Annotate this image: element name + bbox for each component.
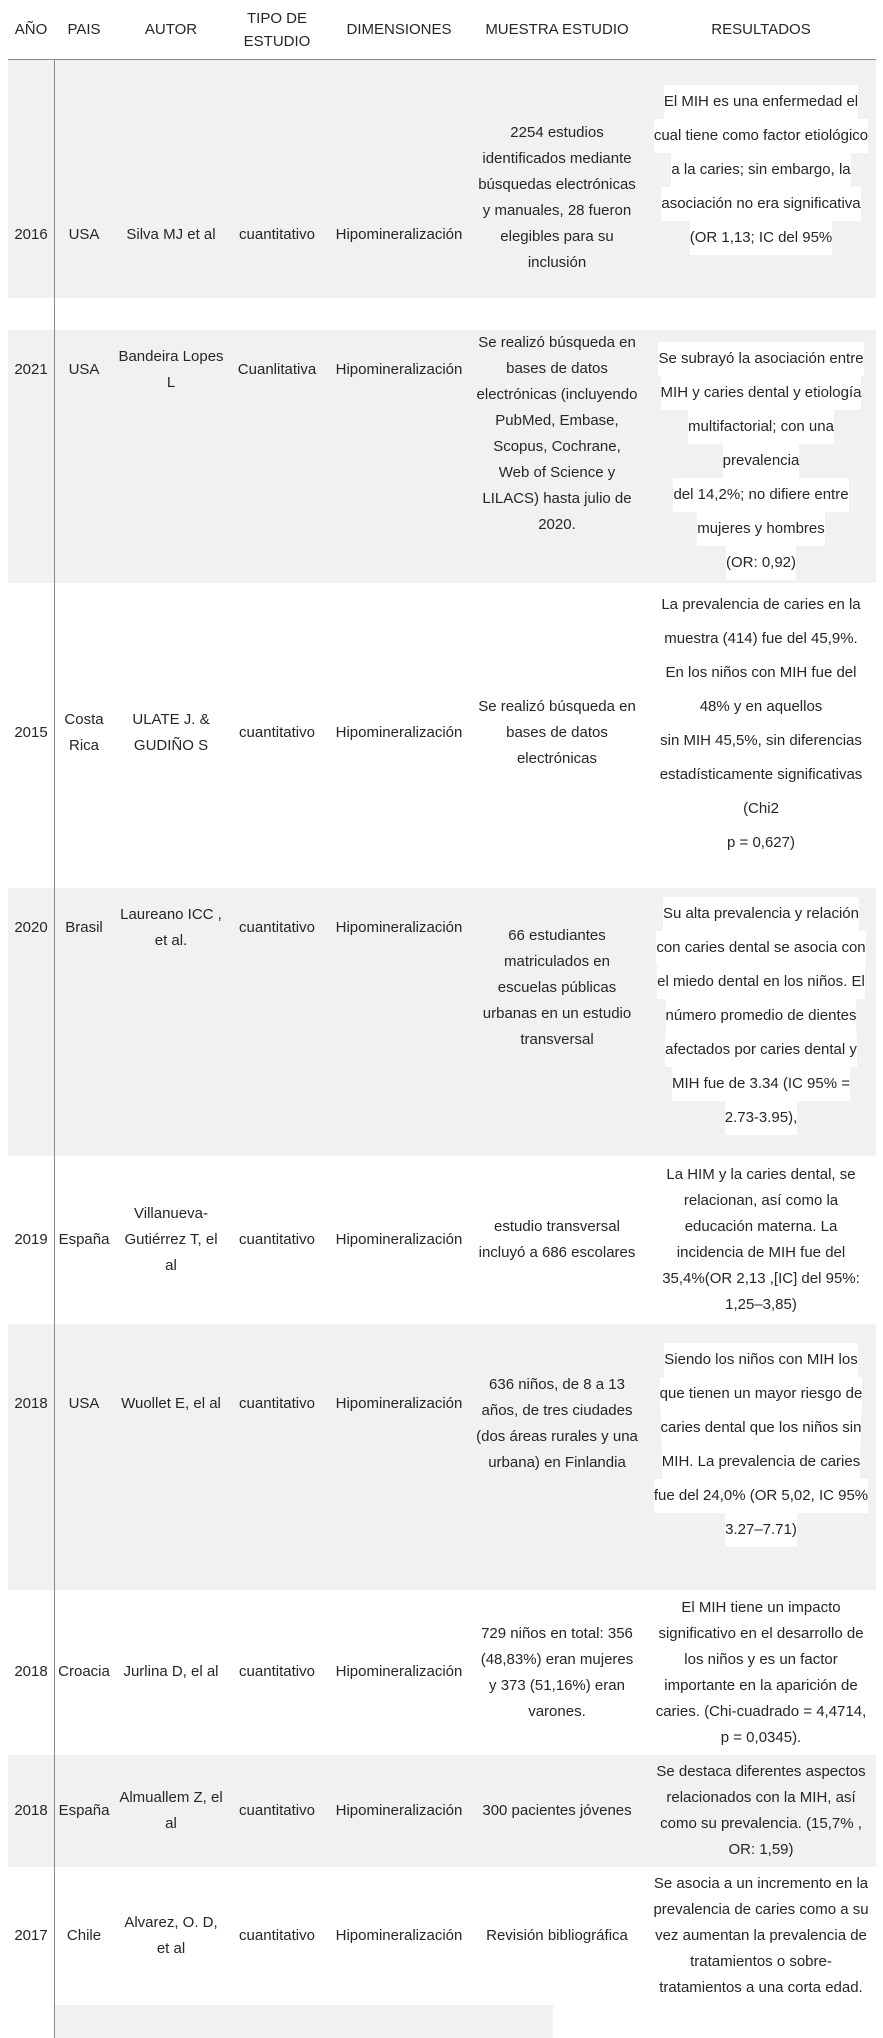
resultados-line: tratamientos o sobre- xyxy=(690,1953,832,1970)
cell-tipo: cuantitativo xyxy=(239,1231,315,1248)
cell-muestra: 2254 estudios identificados mediante búsquedas electrónicas y manuales, 28 fueron elegibles para su inclusión xyxy=(478,124,636,271)
column-divider xyxy=(54,60,55,2038)
resultados-line: mujeres y hombres xyxy=(697,512,825,546)
resultados-line: MIH fue de 3.34 (IC 95% = xyxy=(672,1067,850,1101)
cell-dimensiones: Hipomineralización xyxy=(335,724,463,741)
resultados-line: caries. (Chi-cuadrado = 4,4714, xyxy=(655,1702,867,1720)
cell-autor: Bandeira Lopes L xyxy=(118,348,224,391)
resultados-line: caries dental que los niños sin xyxy=(661,1411,862,1445)
resultados-line: 1,25–3,85) xyxy=(725,1296,797,1313)
cell-year: 2017 xyxy=(14,1927,48,1944)
resultados-line: 3.27–7.71) xyxy=(725,1513,797,1547)
resultados-line: sin MIH 45,5%, sin diferencias xyxy=(660,724,862,758)
cell-pais: USA xyxy=(68,226,100,243)
cell-autor: Silva MJ et al xyxy=(126,226,216,243)
cell-autor: Almuallem Z, el al xyxy=(119,1789,223,1832)
cell-tipo: Cuanlitativa xyxy=(237,361,317,378)
resultados-line: con caries dental se asocia con xyxy=(656,931,865,965)
cell-muestra: 636 niños, de 8 a 13 años, de tres ciudades (dos áreas rurales y una urbana) en Finlandia xyxy=(476,1376,638,1471)
table-footer-shade xyxy=(54,2005,553,2038)
cell-resultados xyxy=(648,898,874,1133)
resultados-line: 2.73-3.95), xyxy=(725,1101,798,1135)
cell-resultados xyxy=(648,345,874,577)
cell-pais: España xyxy=(58,1231,110,1248)
cell-year: 2020 xyxy=(14,919,48,936)
header-muestra: MUESTRA ESTUDIO xyxy=(485,21,629,38)
cell-year: 2018 xyxy=(14,1663,48,1680)
cell-autor: Jurlina D, el al xyxy=(123,1663,219,1680)
cell-resultados xyxy=(648,1590,874,1755)
resultados-line: educación materna. La xyxy=(684,1218,838,1235)
table-row xyxy=(8,888,876,1156)
cell-resultados xyxy=(648,588,874,860)
header-year: AÑO xyxy=(14,21,48,38)
cell-pais: USA xyxy=(68,361,100,378)
cell-pais: Brasil xyxy=(65,919,103,936)
cell-pais: Chile xyxy=(66,1927,102,1944)
table-row xyxy=(8,60,876,298)
resultados-line: La prevalencia de caries en la xyxy=(661,588,860,622)
resultados-line: MIH. La prevalencia de caries xyxy=(662,1445,860,1479)
resultados-line: relacionados con la MIH, así xyxy=(666,1789,856,1806)
resultados-line: (Chi2 xyxy=(743,792,779,826)
table-row xyxy=(8,1867,876,2005)
resultados-line: relacionan, así como la xyxy=(683,1192,839,1209)
cell-tipo: cuantitativo xyxy=(239,1663,315,1680)
cell-autor: Villanueva-Gutiérrez T, el al xyxy=(124,1205,218,1274)
cell-muestra: 729 niños en total: 356 (48,83%) eran mujeres y 373 (51,16%) eran varones. xyxy=(480,1624,634,1720)
cell-tipo: cuantitativo xyxy=(239,724,315,741)
resultados-line: estadísticamente significativas xyxy=(660,758,863,792)
header-tipo: TIPO DE ESTUDIO xyxy=(243,9,311,50)
cell-autor: Wuollet E, el al xyxy=(121,1395,221,1412)
table-row xyxy=(8,583,876,888)
cell-muestra: 66 estudiantes matriculados en escuelas públicas urbanas en un estudio transversal xyxy=(482,927,632,1048)
cell-year: 2021 xyxy=(14,361,48,378)
cell-year: 2018 xyxy=(14,1802,48,1819)
resultados-line: los niños y es un factor xyxy=(684,1650,838,1668)
cell-dimensiones: Hipomineralización xyxy=(335,1395,463,1412)
resultados-line: importante en la aparición de xyxy=(664,1676,858,1694)
resultados-line: p = 0,627) xyxy=(727,826,795,860)
cell-pais: Croacia xyxy=(58,1663,110,1680)
cell-tipo: cuantitativo xyxy=(239,1927,315,1944)
resultados-line: que tienen un mayor riesgo de xyxy=(660,1377,863,1411)
resultados-line: multifactorial; con una xyxy=(688,410,834,444)
cell-dimensiones: Hipomineralización xyxy=(335,1663,463,1680)
cell-year: 2018 xyxy=(14,1395,48,1412)
resultados-line: cual tiene como factor etiológico xyxy=(654,119,868,153)
resultados-line: MIH y caries dental y etiología xyxy=(661,376,862,410)
resultados-line: (OR 1,13; IC del 95% xyxy=(690,221,833,255)
resultados-line: La HIM y la caries dental, se xyxy=(666,1166,856,1183)
resultados-line: número promedio de dientes xyxy=(666,999,857,1033)
cell-dimensiones: Hipomineralización xyxy=(335,226,463,243)
cell-dimensiones: Hipomineralización xyxy=(335,1802,463,1819)
resultados-line: asociación no era significativa xyxy=(661,187,860,221)
header-resultados: RESULTADOS xyxy=(711,21,811,38)
cell-muestra: Se realizó búsqueda en bases de datos electrónicas xyxy=(478,698,636,767)
resultados-line: Se subrayó la asociación entre xyxy=(658,342,863,376)
resultados-line: p = 0,0345). xyxy=(720,1728,802,1746)
cell-year: 2019 xyxy=(14,1231,48,1248)
resultados-line: En los niños con MIH fue del xyxy=(666,656,857,690)
cell-resultados xyxy=(648,1867,874,2005)
cell-resultados xyxy=(648,70,874,270)
cell-muestra: Se realizó búsqueda en bases de datos electrónicas (incluyendo PubMed, Embase, Scopus, Cochrane, Web of Science y LILACS) hasta julio de 2020. xyxy=(476,334,638,533)
table-row xyxy=(8,1156,876,1324)
resultados-line: Se asocia a un incremento en la xyxy=(653,1875,869,1892)
cell-dimensiones: Hipomineralización xyxy=(335,1231,463,1248)
cell-autor: ULATE J. & GUDIÑO S xyxy=(132,711,210,754)
resultados-line: El MIH es una enfermedad el xyxy=(664,85,858,119)
resultados-line: OR: 1,59) xyxy=(728,1841,794,1858)
resultados-line: afectados por caries dental y xyxy=(665,1033,857,1067)
resultados-line: muestra (414) fue del 45,9%. xyxy=(664,622,857,656)
cell-resultados xyxy=(648,1755,874,1867)
cell-tipo: cuantitativo xyxy=(239,919,315,936)
cell-year: 2015 xyxy=(14,724,48,741)
table-row xyxy=(8,1590,876,1755)
cell-dimensiones: Hipomineralización xyxy=(335,361,463,378)
table-header xyxy=(8,0,876,60)
resultados-line: (OR: 0,92) xyxy=(726,546,796,580)
resultados-line: incidencia de MIH fue del xyxy=(676,1244,846,1261)
cell-pais: USA xyxy=(68,1395,100,1412)
resultados-line: 35,4%(OR 2,13 ,[IC] del 95%: xyxy=(662,1270,860,1287)
resultados-line: el miedo dental en los niños. El xyxy=(657,965,865,999)
resultados-line: Se destaca diferentes aspectos xyxy=(656,1763,866,1780)
header-dimensiones: DIMENSIONES xyxy=(346,21,452,38)
resultados-line: El MIH tiene un impacto xyxy=(681,1598,841,1616)
resultados-line: Su alta prevalencia y relación xyxy=(663,897,859,931)
cell-dimensiones: Hipomineralización xyxy=(335,919,463,936)
resultados-line: prevalencia de caries como a su xyxy=(653,1901,869,1918)
cell-tipo: cuantitativo xyxy=(239,1395,315,1412)
resultados-line: prevalencia xyxy=(723,444,800,478)
cell-autor: Laureano ICC , et al. xyxy=(120,906,222,949)
cell-tipo: cuantitativo xyxy=(239,226,315,243)
cell-dimensiones: Hipomineralización xyxy=(335,1927,463,1944)
cell-resultados xyxy=(648,1332,874,1557)
table-row xyxy=(8,1324,876,1590)
cell-muestra: Revisión bibliográfica xyxy=(486,1927,628,1944)
resultados-line: significativo en el desarrollo de xyxy=(658,1624,864,1642)
resultados-line: fue del 24,0% (OR 5,02, IC 95% xyxy=(654,1479,868,1513)
cell-muestra: estudio transversal incluyó a 686 escolares xyxy=(478,1218,636,1261)
resultados-line: tratamientos a una corta edad. xyxy=(659,1979,863,1996)
resultados-line: a la caries; sin embargo, la xyxy=(671,153,850,187)
resultados-line: vez aumentan la prevalencia de xyxy=(655,1927,867,1944)
cell-resultados xyxy=(648,1156,874,1324)
resultados-line: 48% y en aquellos xyxy=(700,690,823,724)
resultados-line: del 14,2%; no difiere entre xyxy=(673,478,848,512)
cell-pais: Costa Rica xyxy=(64,711,104,754)
cell-pais: España xyxy=(58,1802,110,1819)
header-pais: PAIS xyxy=(67,21,101,38)
resultados-line: Siendo los niños con MIH los xyxy=(664,1343,857,1377)
cell-muestra: 300 pacientes jóvenes xyxy=(482,1802,632,1819)
resultados-line: como su prevalencia. (15,7% , xyxy=(660,1815,862,1832)
table-row xyxy=(8,1755,876,1867)
cell-autor: Alvarez, O. D, et al xyxy=(124,1914,218,1957)
cell-year: 2016 xyxy=(14,226,48,243)
header-autor: AUTOR xyxy=(144,21,198,38)
cell-tipo: cuantitativo xyxy=(239,1802,315,1819)
table-row xyxy=(8,330,876,583)
